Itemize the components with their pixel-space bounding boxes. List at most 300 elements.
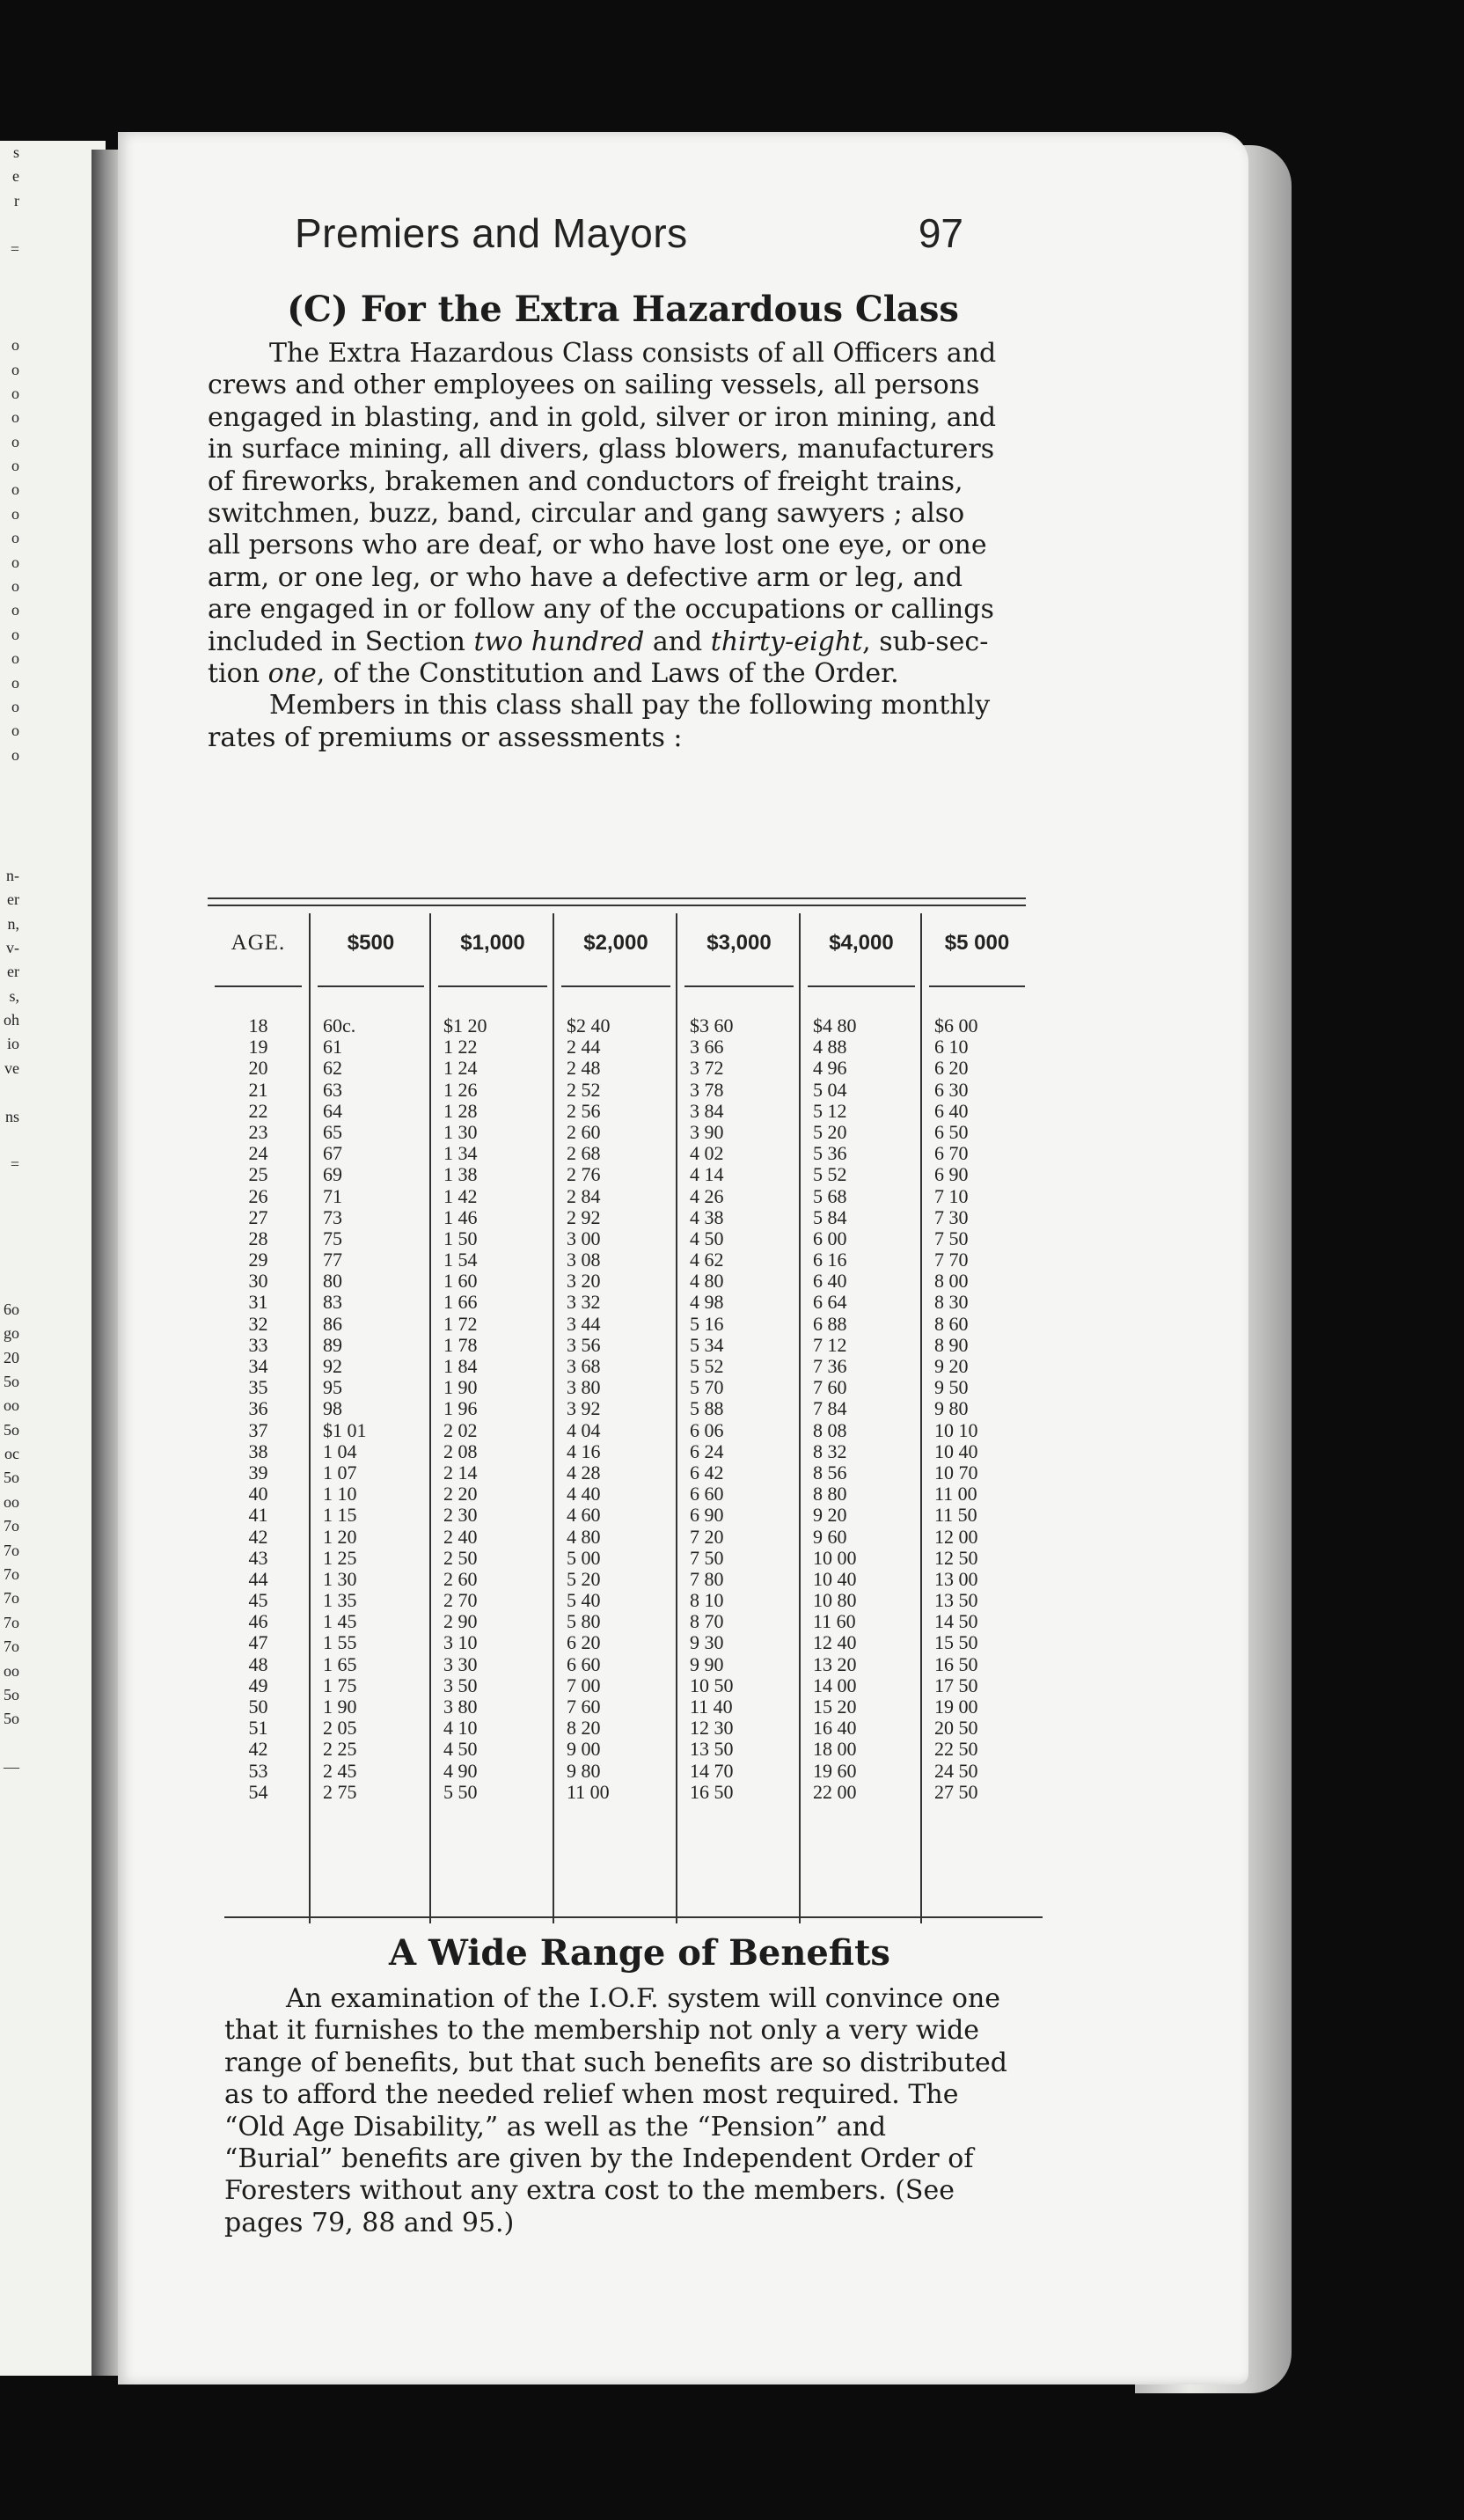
table-cell: 6 70 — [934, 1142, 969, 1165]
table-cell: 5 34 — [690, 1333, 724, 1356]
table-cell: 8 70 — [690, 1610, 724, 1633]
table-cell: $6 00 — [934, 1015, 978, 1037]
table-cell: 5 36 — [813, 1142, 847, 1165]
table-cell: 71 — [323, 1184, 342, 1207]
table-cell: 11 60 — [813, 1610, 856, 1633]
table-cell: 26 — [248, 1184, 268, 1207]
age-column — [208, 913, 309, 1923]
table-cell: 15 20 — [813, 1696, 857, 1718]
table-top-rule — [208, 897, 1026, 899]
table-cell: 21 — [248, 1078, 268, 1101]
table-cell: 6 60 — [690, 1483, 724, 1505]
table-cell: 5 16 — [690, 1312, 724, 1335]
left-page-glyph — [0, 1129, 19, 1153]
table-cell: 7 20 — [690, 1525, 724, 1548]
table-cell: 7 30 — [934, 1205, 969, 1228]
table-cell: 6 40 — [813, 1270, 847, 1293]
table-cell: 24 — [248, 1142, 268, 1165]
table-cell: 2 20 — [443, 1483, 478, 1505]
table-cell: 33 — [248, 1333, 268, 1356]
table-cell: 6 24 — [690, 1439, 724, 1462]
table-cell: 4 60 — [567, 1504, 601, 1527]
left-page-glyph — [0, 1226, 19, 1249]
column-5000 — [920, 913, 1032, 1923]
table-cell: 2 45 — [323, 1759, 357, 1782]
left-page-edge — [0, 141, 106, 2376]
text-line: Foresters without any extra cost to the members. (See — [224, 2175, 955, 2207]
running-header — [295, 209, 963, 262]
table-cell: 2 75 — [323, 1780, 357, 1803]
table-cell: 5 20 — [813, 1120, 847, 1143]
table-cell: 3 10 — [443, 1631, 478, 1654]
table-cell: 51 — [248, 1717, 268, 1740]
table-cell: 3 56 — [567, 1333, 601, 1356]
table-cell: 10 70 — [934, 1461, 978, 1483]
table-cell: 31 — [248, 1291, 268, 1314]
table-cell: 9 20 — [934, 1355, 969, 1377]
section-title: (C) For the Extra Hazardous Class — [287, 289, 959, 330]
table-cell: 9 30 — [690, 1631, 724, 1654]
table-cell: 9 50 — [934, 1376, 969, 1399]
column-4000 — [799, 913, 922, 1923]
table-cell: 86 — [323, 1312, 342, 1335]
table-cell: 1 42 — [443, 1184, 478, 1207]
table-cell: 77 — [323, 1249, 342, 1271]
left-page-glyph: o — [11, 360, 19, 378]
text-line: are engaged in or follow any of the occupations or callings — [208, 594, 994, 626]
table-cell: 1 46 — [443, 1205, 478, 1228]
table-cell: 1 20 — [323, 1525, 357, 1548]
table-cell: 2 08 — [443, 1439, 478, 1462]
text-line: crews and other employees on sailing vessels, all persons — [208, 370, 980, 401]
left-page-glyph: er — [7, 963, 19, 981]
left-page-glyph — [0, 213, 19, 237]
table-cell: 5 88 — [690, 1397, 724, 1420]
text-line: included in Section two hundred and thirty-eight, sub-sec- — [208, 626, 989, 657]
text-line: The Extra Hazardous Class consists of all Officers and — [269, 338, 997, 369]
table-cell: 13 50 — [934, 1589, 978, 1612]
table-cell: 24 50 — [934, 1759, 978, 1782]
table-cell: 6 50 — [934, 1120, 969, 1143]
left-page-glyph: 5o — [4, 1686, 19, 1703]
table-cell: 6 90 — [690, 1504, 724, 1527]
table-cell: 53 — [248, 1759, 268, 1782]
table-cell: 12 50 — [934, 1546, 978, 1569]
table-cell: 32 — [248, 1312, 268, 1335]
table-cell: 1 10 — [323, 1483, 357, 1505]
class-description — [208, 338, 1026, 754]
left-page-glyph: 7o — [4, 1541, 19, 1559]
table-cell: 1 24 — [443, 1057, 478, 1080]
table-cell: 47 — [248, 1631, 268, 1654]
text-line: rates of premiums or assessments : — [208, 722, 683, 753]
column-header: $2,000 — [583, 931, 648, 955]
text-line: arm, or one leg, or who have a defective arm or leg, and — [208, 561, 963, 593]
table-cell: 8 20 — [567, 1717, 601, 1740]
table-cell: 27 50 — [934, 1780, 978, 1803]
table-cell: 12 30 — [690, 1717, 734, 1740]
table-cell: 6 88 — [813, 1312, 847, 1335]
left-page-glyph: o — [11, 529, 19, 547]
left-page-glyph: o — [11, 649, 19, 668]
table-cell: 43 — [248, 1546, 268, 1569]
table-cell: 98 — [323, 1397, 342, 1420]
left-page-glyph: go — [4, 1324, 19, 1343]
left-page-glyph — [0, 285, 19, 309]
table-cell: 14 00 — [813, 1674, 857, 1696]
table-cell: 19 — [248, 1036, 268, 1059]
left-page-glyph: oo — [4, 1396, 19, 1415]
table-cell: 13 20 — [813, 1652, 857, 1675]
table-cell: 2 14 — [443, 1461, 478, 1483]
table-cell: 8 30 — [934, 1291, 969, 1314]
text-line: tion one, of the Constitution and Laws of the Order. — [208, 658, 899, 690]
left-page-glyph: — — [4, 1758, 19, 1776]
table-cell: 50 — [248, 1696, 268, 1718]
table-cell: 23 — [248, 1120, 268, 1143]
table-cell: 8 32 — [813, 1439, 847, 1462]
table-cell: 44 — [248, 1567, 268, 1590]
table-cell: 10 40 — [813, 1567, 857, 1590]
left-page-glyph: io — [6, 1035, 19, 1053]
left-page-glyph — [0, 839, 19, 863]
left-page-glyph: s, — [9, 986, 19, 1005]
column-header: $3,000 — [706, 931, 772, 955]
table-cell: 5 04 — [813, 1078, 847, 1101]
left-page-glyph: 7o — [4, 1589, 19, 1608]
left-page-glyph: o — [11, 673, 19, 692]
column-header: $5 000 — [944, 931, 1010, 955]
table-cell: 1 04 — [323, 1439, 357, 1462]
table-cell: 1 25 — [323, 1546, 357, 1569]
table-cell: 7 84 — [813, 1397, 847, 1420]
table-cell: 4 96 — [813, 1057, 847, 1080]
table-cell: 9 60 — [813, 1525, 847, 1548]
table-cell: 6 30 — [934, 1078, 969, 1101]
table-cell: 34 — [248, 1355, 268, 1377]
running-title: Premiers and Mayors — [295, 210, 688, 256]
left-page-glyph — [0, 310, 19, 333]
table-cell: 8 60 — [934, 1312, 969, 1335]
table-cell: 5 84 — [813, 1205, 847, 1228]
italic-subsection: one — [267, 658, 317, 690]
left-page-glyph — [0, 816, 19, 839]
column-3000 — [676, 913, 801, 1923]
table-cell: 5 00 — [567, 1546, 601, 1569]
left-page-glyph — [0, 1177, 19, 1201]
table-cell: 39 — [248, 1461, 268, 1483]
table-cell: 1 50 — [443, 1227, 478, 1249]
column-1000 — [429, 913, 554, 1923]
table-cell: 4 80 — [567, 1525, 601, 1548]
table-cell: 45 — [248, 1589, 268, 1612]
table-cell: 11 40 — [690, 1696, 733, 1718]
left-page-glyph — [0, 1249, 19, 1273]
table-cell: 17 50 — [934, 1674, 978, 1696]
table-cell: 29 — [248, 1249, 268, 1271]
table-cell: 1 55 — [323, 1631, 357, 1654]
left-page-glyph: 7o — [4, 1613, 19, 1631]
table-cell: $1 20 — [443, 1015, 487, 1037]
table-cell: 2 25 — [323, 1738, 357, 1761]
table-cell: 49 — [248, 1674, 268, 1696]
column-header: $500 — [347, 931, 395, 955]
table-cell: 3 68 — [567, 1355, 601, 1377]
table-cell: 75 — [323, 1227, 342, 1249]
table-cell: 2 60 — [443, 1567, 478, 1590]
table-cell: 92 — [323, 1355, 342, 1377]
table-cell: 1 96 — [443, 1397, 478, 1420]
table-cell: 2 30 — [443, 1504, 478, 1527]
table-cell: 13 50 — [690, 1738, 734, 1761]
table-cell: 6 40 — [934, 1099, 969, 1122]
column-body — [677, 1015, 801, 1803]
table-cell: 19 60 — [813, 1759, 857, 1782]
text-line: of fireworks, brakemen and conductors of freight trains, — [208, 465, 963, 497]
table-cell: 4 50 — [443, 1738, 478, 1761]
table-cell: 15 50 — [934, 1631, 978, 1654]
table-cell: 7 80 — [690, 1567, 724, 1590]
left-page-glyph: r — [14, 191, 19, 209]
table-cell: 5 40 — [567, 1589, 601, 1612]
table-cell: 89 — [323, 1333, 342, 1356]
table-cell: 14 50 — [934, 1610, 978, 1633]
table-cell: 11 50 — [934, 1504, 977, 1527]
table-cell: 83 — [323, 1291, 342, 1314]
table-cell: 6 06 — [690, 1418, 724, 1441]
table-cell: 22 — [248, 1099, 268, 1122]
left-page-glyph: n- — [6, 866, 19, 884]
table-cell: $1 01 — [323, 1418, 367, 1441]
table-cell: 22 50 — [934, 1738, 978, 1761]
column-body — [311, 1015, 431, 1803]
table-cell: 7 36 — [813, 1355, 847, 1377]
table-cell: 40 — [248, 1483, 268, 1505]
table-cell: 1 35 — [323, 1589, 357, 1612]
left-page-glyph: o — [11, 722, 19, 740]
left-page-glyph: er — [7, 890, 19, 909]
table-cell: 36 — [248, 1397, 268, 1420]
left-page-glyph: 5o — [4, 1420, 19, 1439]
table-cell: 4 90 — [443, 1759, 478, 1782]
left-page-glyph: o — [11, 408, 19, 427]
table-cell: 1 26 — [443, 1078, 478, 1101]
left-page-glyph — [0, 261, 19, 285]
table-cell: 9 90 — [690, 1652, 724, 1675]
table-cell: 25 — [248, 1163, 268, 1186]
left-page-glyph: 7o — [4, 1637, 19, 1656]
table-cell: 62 — [323, 1057, 342, 1080]
table-cell: 2 40 — [443, 1525, 478, 1548]
left-page-glyph: s — [12, 143, 19, 161]
table-cell: 41 — [248, 1504, 268, 1527]
left-page-glyph: o — [11, 504, 19, 523]
table-cell: 1 65 — [323, 1652, 357, 1675]
table-cell: 22 00 — [813, 1780, 857, 1803]
benefits-paragraph — [224, 1983, 1047, 2239]
table-cell: 10 80 — [813, 1589, 857, 1612]
table-cell: 63 — [323, 1078, 342, 1101]
table-cell: 2 90 — [443, 1610, 478, 1633]
table-cell: 9 20 — [813, 1504, 847, 1527]
table-cell: 4 40 — [567, 1483, 601, 1505]
left-page-glyph: o — [11, 577, 19, 596]
left-page-glyph: oo — [4, 1492, 19, 1511]
table-cell: 35 — [248, 1376, 268, 1399]
italic-section-number: two hundred — [473, 626, 645, 657]
table-cell: 3 84 — [690, 1099, 724, 1122]
left-page-glyph: 7o — [4, 1565, 19, 1584]
table-cell: 46 — [248, 1610, 268, 1633]
table-cell: 2 44 — [567, 1036, 601, 1059]
left-page-glyph: e — [12, 167, 19, 186]
table-cell: $4 80 — [813, 1015, 857, 1037]
table-cell: 18 00 — [813, 1738, 857, 1761]
table-cell: 67 — [323, 1142, 342, 1165]
table-cell: 3 00 — [567, 1227, 601, 1249]
table-cell: 2 84 — [567, 1184, 601, 1207]
table-cell: 19 00 — [934, 1696, 978, 1718]
table-cell: 20 — [248, 1057, 268, 1080]
table-cell: 37 — [248, 1418, 268, 1441]
table-cell: 5 68 — [813, 1184, 847, 1207]
left-page-glyph: ns — [4, 1107, 19, 1125]
table-cell: 2 48 — [567, 1057, 601, 1080]
table-cell: 6 10 — [934, 1036, 969, 1059]
table-cell: 73 — [323, 1205, 342, 1228]
table-cell: 1 07 — [323, 1461, 357, 1483]
table-cell: 7 50 — [934, 1227, 969, 1249]
left-page-glyph: ve — [4, 1059, 19, 1077]
table-cell: 4 88 — [813, 1036, 847, 1059]
table-cell: 4 26 — [690, 1184, 724, 1207]
table-cell: 2 02 — [443, 1418, 478, 1441]
table-cell: 3 44 — [567, 1312, 601, 1335]
table-cell: 1 90 — [323, 1696, 357, 1718]
table-cell: 5 52 — [690, 1355, 724, 1377]
left-page-glyph — [0, 1081, 19, 1104]
table-cell: 10 50 — [690, 1674, 734, 1696]
text-line: Members in this class shall pay the following monthly — [269, 690, 991, 722]
table-cell: 28 — [248, 1227, 268, 1249]
table-cell: 4 10 — [443, 1717, 478, 1740]
table-cell: 64 — [323, 1099, 342, 1122]
table-cell: 1 22 — [443, 1036, 478, 1059]
text-line: range of benefits, but that such benefits are so distributed — [224, 2047, 1007, 2078]
table-cell: 3 80 — [443, 1696, 478, 1718]
table-cell: 16 40 — [813, 1717, 857, 1740]
left-page-glyph: o — [11, 384, 19, 402]
table-cell: 1 38 — [443, 1163, 478, 1186]
table-cell: 3 80 — [567, 1376, 601, 1399]
left-page-text-fragment — [0, 141, 19, 1780]
table-cell: 8 90 — [934, 1333, 969, 1356]
column-body — [801, 1015, 922, 1803]
table-cell: 1 60 — [443, 1270, 478, 1293]
table-cell: 1 84 — [443, 1355, 478, 1377]
table-cell: 42 — [248, 1525, 268, 1548]
table-cell: 4 62 — [690, 1249, 724, 1271]
italic-section-number: thirty-eight — [710, 626, 863, 657]
table-cell: 2 60 — [567, 1120, 601, 1143]
table-cell: 4 98 — [690, 1291, 724, 1314]
left-page-glyph: o — [11, 432, 19, 451]
left-page-glyph: oh — [4, 1011, 19, 1029]
column-body — [208, 1015, 309, 1803]
table-cell: 2 50 — [443, 1546, 478, 1569]
table-cell: 48 — [248, 1652, 268, 1675]
table-cell: 60c. — [323, 1015, 356, 1037]
table-cell: 16 50 — [934, 1652, 978, 1675]
table-cell: 3 08 — [567, 1249, 601, 1271]
table-cell: 9 80 — [934, 1397, 969, 1420]
table-cell: 42 — [248, 1738, 268, 1761]
left-page-glyph: oo — [4, 1661, 19, 1680]
table-cell: 69 — [323, 1163, 342, 1186]
left-page-glyph: o — [11, 480, 19, 499]
column-header: $1,000 — [460, 931, 525, 955]
table-cell: 1 28 — [443, 1099, 478, 1122]
left-page-glyph — [0, 1201, 19, 1225]
table-cell: 27 — [248, 1205, 268, 1228]
table-cell: 4 14 — [690, 1163, 724, 1186]
table-cell: $3 60 — [690, 1015, 734, 1037]
table-cell: 10 10 — [934, 1418, 978, 1441]
left-page-glyph — [0, 767, 19, 791]
left-page-glyph: 6o — [4, 1300, 19, 1318]
table-cell: 6 16 — [813, 1249, 847, 1271]
table-top-rule-inner — [208, 905, 1026, 906]
table-cell: 11 00 — [934, 1483, 977, 1505]
table-cell: 1 34 — [443, 1142, 478, 1165]
table-cell: 10 40 — [934, 1439, 978, 1462]
table-cell: 12 40 — [813, 1631, 857, 1654]
left-page-glyph: n, — [7, 914, 19, 933]
text-line: switchmen, buzz, band, circular and gang sawyers ; also — [208, 498, 965, 530]
table-cell: 8 10 — [690, 1589, 724, 1612]
table-cell: 5 50 — [443, 1780, 478, 1803]
section-title-benefits: A Wide Range of Benefits — [389, 1932, 890, 1974]
table-cell: 95 — [323, 1376, 342, 1399]
text-line: pages 79, 88 and 95.) — [224, 2207, 515, 2238]
table-cell: 6 90 — [934, 1163, 969, 1186]
table-cell: 6 20 — [934, 1057, 969, 1080]
table-cell: $2 40 — [567, 1015, 611, 1037]
text-line: engaged in blasting, and in gold, silver or iron mining, and — [208, 401, 997, 433]
table-cell: 3 30 — [443, 1652, 478, 1675]
table-cell: 1 30 — [443, 1120, 478, 1143]
table-cell: 80 — [323, 1270, 342, 1293]
table-cell: 7 60 — [567, 1696, 601, 1718]
left-page-glyph: 7o — [4, 1517, 19, 1535]
table-cell: 2 05 — [323, 1717, 357, 1740]
left-page-glyph: 20 — [4, 1348, 19, 1366]
table-cell: 54 — [248, 1780, 268, 1803]
left-page-glyph: o — [11, 553, 19, 571]
table-cell: 11 00 — [567, 1780, 610, 1803]
left-page-glyph: o — [11, 336, 19, 355]
table-cell: 7 60 — [813, 1376, 847, 1399]
column-header: $4,000 — [829, 931, 894, 955]
table-cell: 4 50 — [690, 1227, 724, 1249]
page-number: 97 — [918, 210, 963, 256]
table-cell: 8 08 — [813, 1418, 847, 1441]
text-line: all persons who are deaf, or who have lost one eye, or one — [208, 530, 987, 561]
table-cell: 2 92 — [567, 1205, 601, 1228]
table-cell: 5 70 — [690, 1376, 724, 1399]
table-cell: 3 20 — [567, 1270, 601, 1293]
table-cell: 4 38 — [690, 1205, 724, 1228]
